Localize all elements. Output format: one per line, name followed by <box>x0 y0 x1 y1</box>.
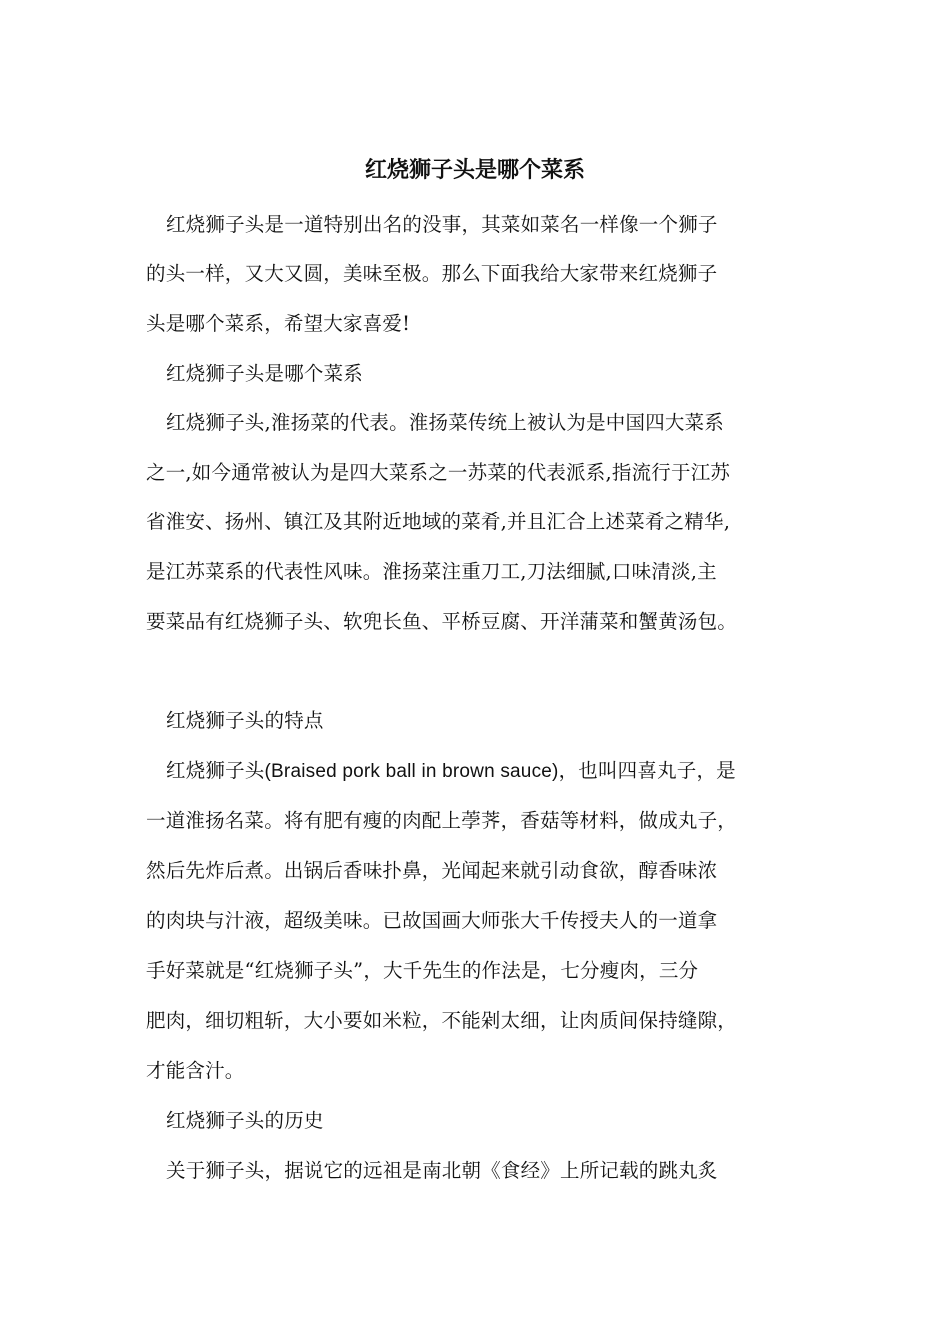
paragraph-line: 头是哪个菜系，希望大家喜爱! <box>146 312 411 335</box>
document-title: 红烧狮子头是哪个菜系 <box>364 157 585 183</box>
paragraph-line: 红烧狮子头,淮扬菜的代表。淮扬菜传统上被认为是中国四大菜系 <box>166 411 724 434</box>
english-name: (Braised pork ball in brown sauce) <box>264 761 559 782</box>
paragraph-line <box>146 756 856 787</box>
paragraph-line: 肥肉，细切粗斩，大小要如米粒，不能剁太细，让肉质间保持缝隙， <box>146 1009 738 1032</box>
paragraph-line: 的肉块与汁液，超级美味。已故国画大师张大千传授夫人的一道拿 <box>146 909 718 932</box>
paragraph-line: 要菜品有红烧狮子头、软兜长鱼、平桥豆腐、开洋蒲菜和蟹黄汤包。 <box>146 610 738 633</box>
paragraph-line: 关于狮子头，据说它的远祖是南北朝《食经》上所记载的跳丸炙 <box>166 1159 718 1182</box>
section-heading: 红烧狮子头的特点 <box>166 709 324 732</box>
paragraph-line: 省淮安、扬州、镇江及其附近地域的菜肴,并且汇合上述菜肴之精华, <box>146 510 731 533</box>
section-heading: 红烧狮子头是哪个菜系 <box>166 362 364 385</box>
section-heading: 红烧狮子头的历史 <box>166 1109 324 1132</box>
paragraph-line: 一道淮扬名菜。将有肥有瘦的肉配上荸荠，香菇等材料，做成丸子， <box>146 809 738 832</box>
paragraph-line: 手好菜就是“红烧狮子头”，大千先生的作法是，七分瘦肉，三分 <box>146 959 699 982</box>
paragraph-line: 然后先炸后煮。出锅后香味扑鼻，光闻起来就引动食欲，醇香味浓 <box>146 859 718 882</box>
paragraph-line: 之一,如今通常被认为是四大菜系之一苏菜的代表派系,指流行于江苏 <box>146 461 731 484</box>
paragraph-text: 红烧狮子头 <box>166 759 265 782</box>
paragraph-line: 红烧狮子头是一道特别出名的没事，其菜如菜名一样像一个狮子 <box>166 213 718 236</box>
paragraph-text: ，也叫四喜丸子，是 <box>558 759 736 782</box>
paragraph-line: 是江苏菜系的代表性风味。淮扬菜注重刀工,刀法细腻,口味清淡,主 <box>146 560 717 583</box>
paragraph-line: 的头一样，又大又圆，美味至极。那么下面我给大家带来红烧狮子 <box>146 262 718 285</box>
paragraph-line: 才能含汁。 <box>146 1059 245 1082</box>
